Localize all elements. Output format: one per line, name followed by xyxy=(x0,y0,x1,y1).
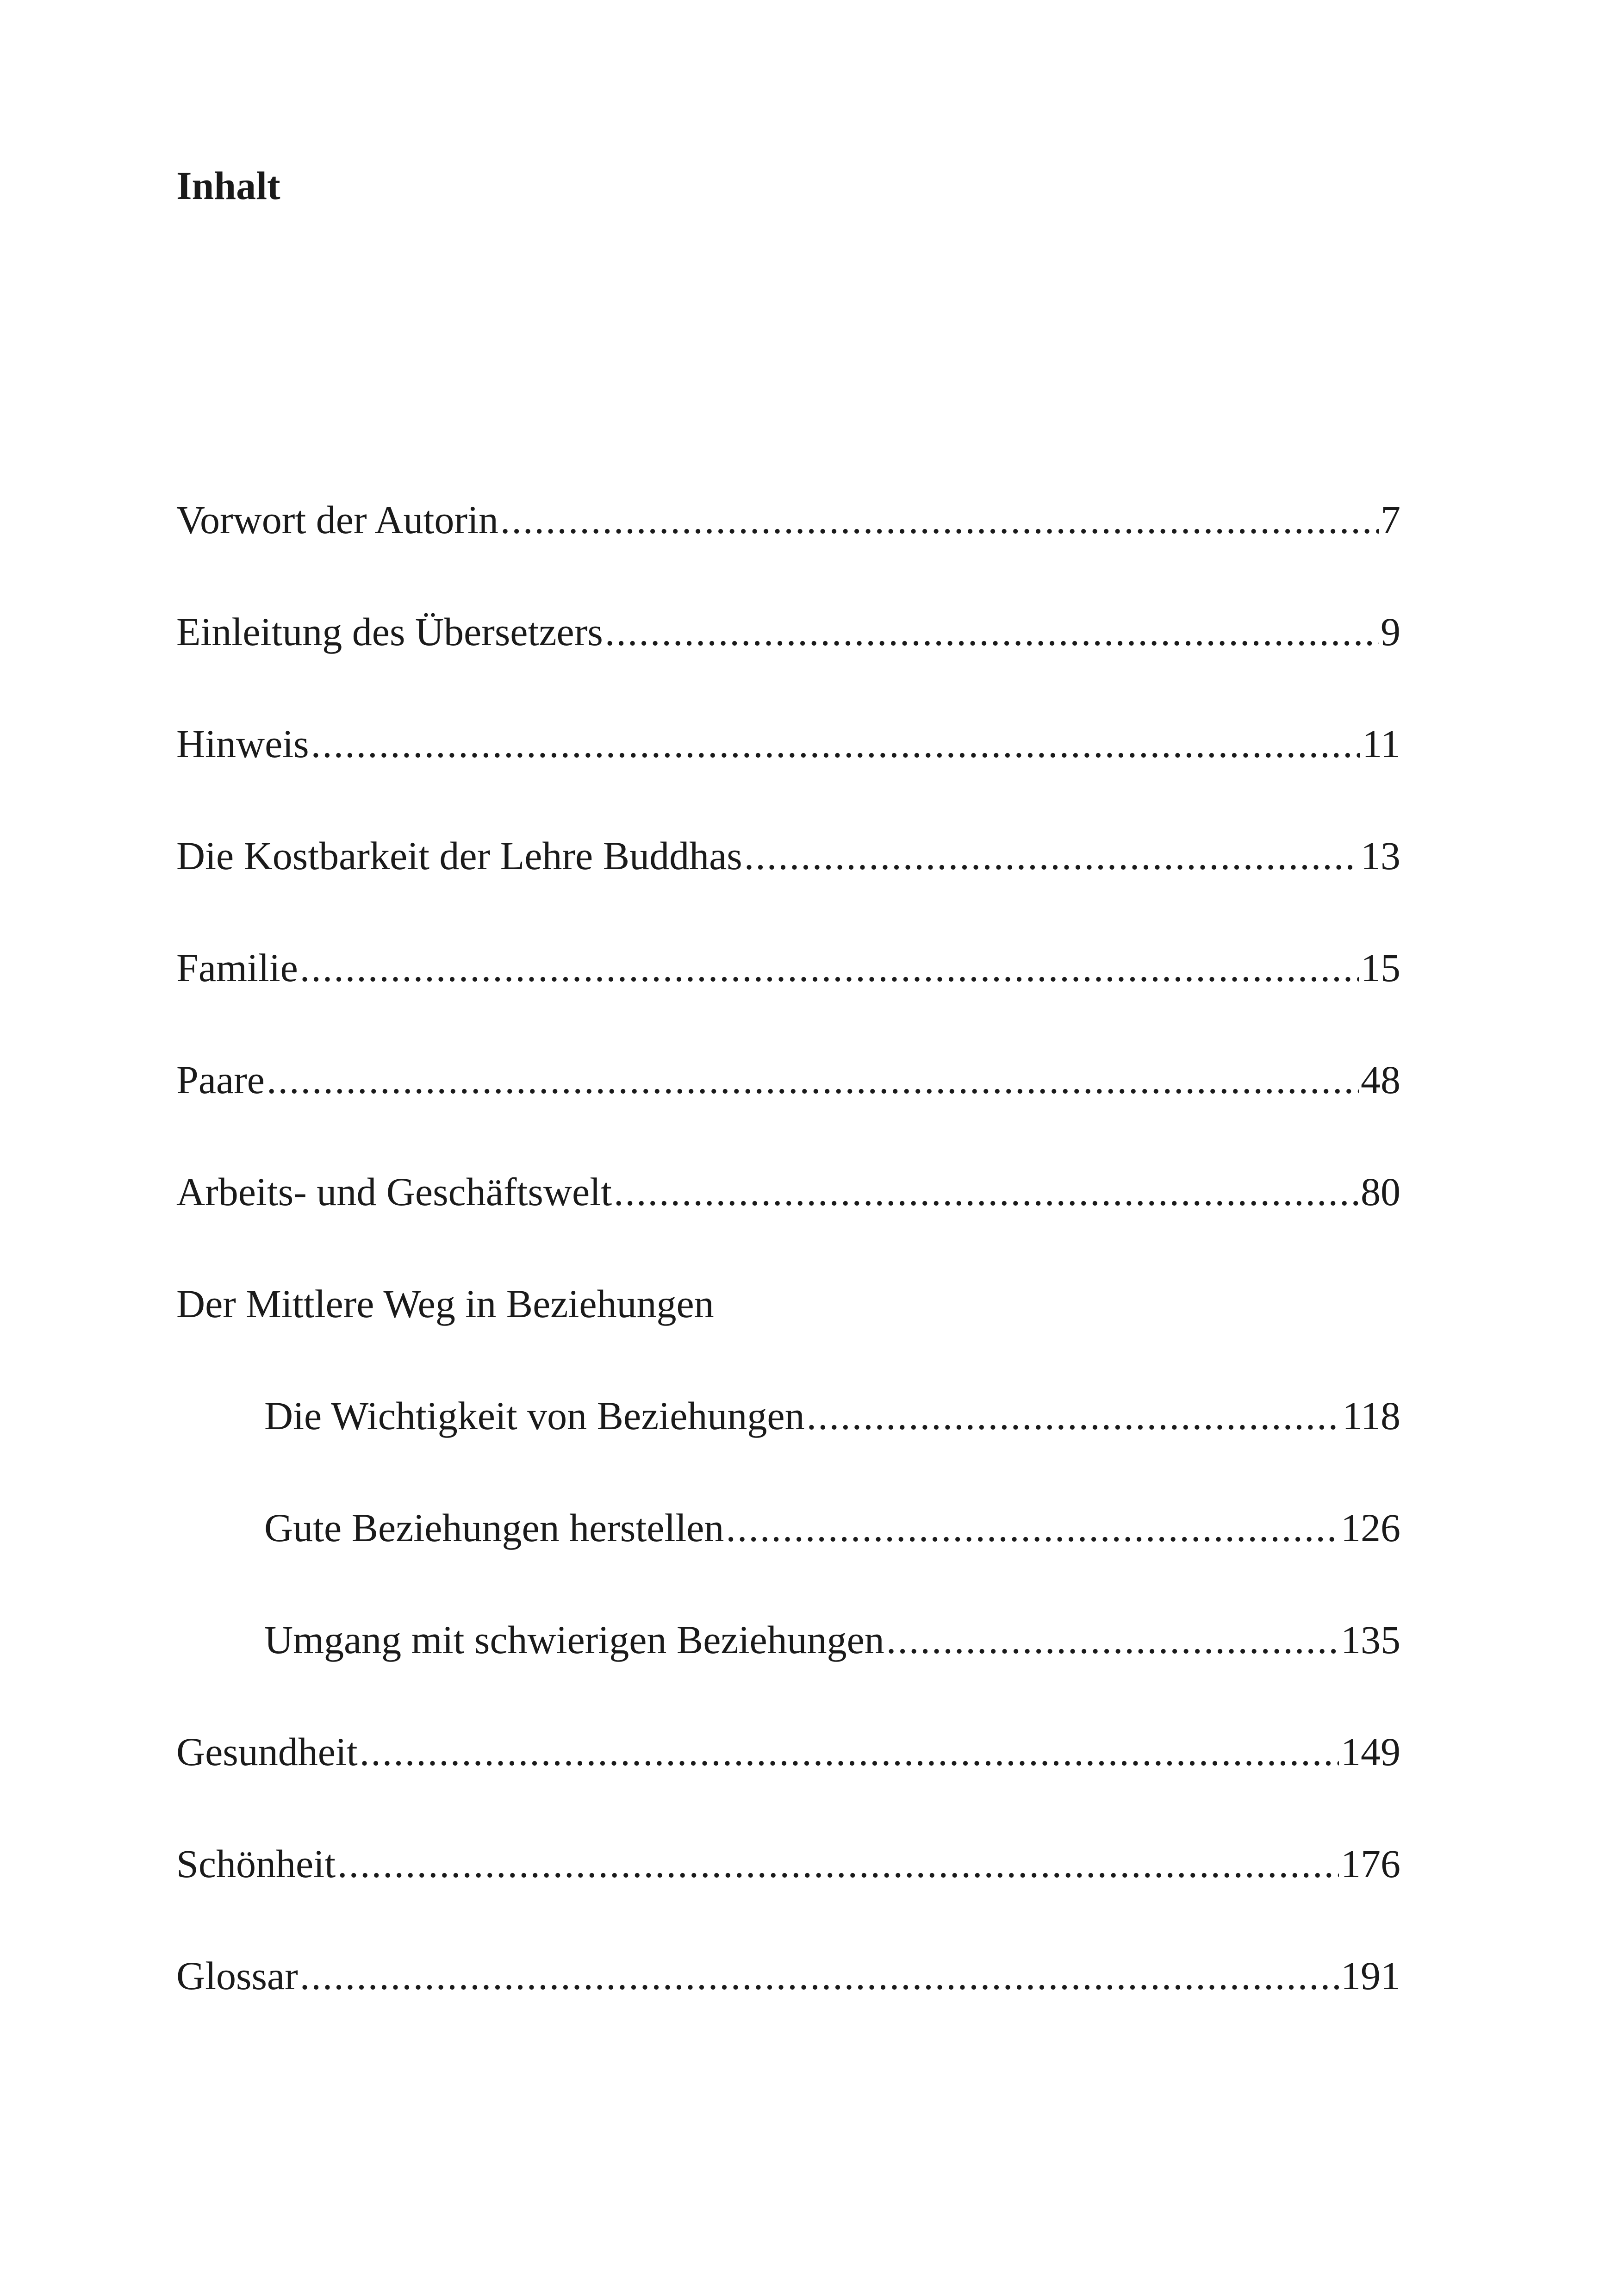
toc-entry-title: Einleitung des Übersetzers xyxy=(176,610,603,654)
toc-entry-page: 7 xyxy=(1381,498,1400,542)
toc-entry-page: 126 xyxy=(1341,1506,1400,1550)
toc-entry-title: Umgang mit schwierigen Beziehungen xyxy=(264,1618,884,1662)
toc-subentry xyxy=(176,1396,1400,1508)
toc-entry-title: Gesundheit xyxy=(176,1730,358,1774)
toc-entry xyxy=(176,1732,1400,1844)
toc-entry-page: 48 xyxy=(1361,1058,1400,1102)
dot-leader xyxy=(300,1956,1339,1996)
toc-entry xyxy=(176,612,1400,724)
toc-entry-title: Schönheit xyxy=(176,1842,336,1886)
toc-entry-page: 149 xyxy=(1341,1730,1400,1774)
toc-entry-title: Vorwort der Autorin xyxy=(176,498,498,542)
toc-entry xyxy=(176,836,1400,948)
toc-entry-title: Arbeits- und Geschäftswelt xyxy=(176,1170,612,1214)
toc-entry xyxy=(176,948,1400,1060)
toc-entry-page: 13 xyxy=(1361,834,1400,878)
toc-entry-page: 80 xyxy=(1361,1170,1400,1214)
toc-entry xyxy=(176,1172,1400,1284)
dot-leader xyxy=(300,948,1359,988)
toc-entry-page: 191 xyxy=(1341,1954,1400,1998)
toc-subentry xyxy=(176,1620,1400,1732)
toc-entry xyxy=(176,500,1400,612)
toc-entry xyxy=(176,1956,1400,2068)
dot-leader xyxy=(886,1620,1339,1660)
dot-leader xyxy=(360,1732,1339,1772)
dot-leader xyxy=(267,1060,1359,1100)
toc-entry-title: Familie xyxy=(176,946,298,990)
table-of-contents xyxy=(176,500,1400,2068)
toc-entry-page: 11 xyxy=(1362,722,1400,766)
toc-entry xyxy=(176,724,1400,836)
page-title: Inhalt xyxy=(176,163,280,208)
toc-subentry xyxy=(176,1508,1400,1620)
toc-entry-page: 15 xyxy=(1361,946,1400,990)
toc-entry-title: Glossar xyxy=(176,1954,298,1998)
dot-leader xyxy=(500,500,1379,540)
toc-entry-title: Gute Beziehungen herstellen xyxy=(264,1506,724,1550)
toc-entry-page: 176 xyxy=(1341,1842,1400,1886)
toc-entry-page: 9 xyxy=(1381,610,1400,654)
toc-entry-page: 118 xyxy=(1342,1394,1400,1438)
dot-leader xyxy=(614,1172,1359,1212)
dot-leader xyxy=(744,836,1359,876)
toc-entry xyxy=(176,1844,1400,1956)
dot-leader xyxy=(337,1844,1339,1884)
toc-entry-title: Paare xyxy=(176,1058,265,1102)
dot-leader xyxy=(726,1508,1339,1548)
toc-section-heading xyxy=(176,1284,1400,1396)
dot-leader xyxy=(311,724,1361,764)
toc-entry-title: Die Kostbarkeit der Lehre Buddhas xyxy=(176,834,742,878)
toc-entry-title: Hinweis xyxy=(176,722,309,766)
toc-entry-title: Der Mittlere Weg in Beziehungen xyxy=(176,1282,714,1326)
dot-leader xyxy=(605,612,1379,652)
toc-entry-title: Die Wichtigkeit von Beziehungen xyxy=(264,1394,805,1438)
dot-leader xyxy=(807,1396,1341,1436)
toc-entry-page: 135 xyxy=(1341,1618,1400,1662)
toc-entry xyxy=(176,1060,1400,1172)
